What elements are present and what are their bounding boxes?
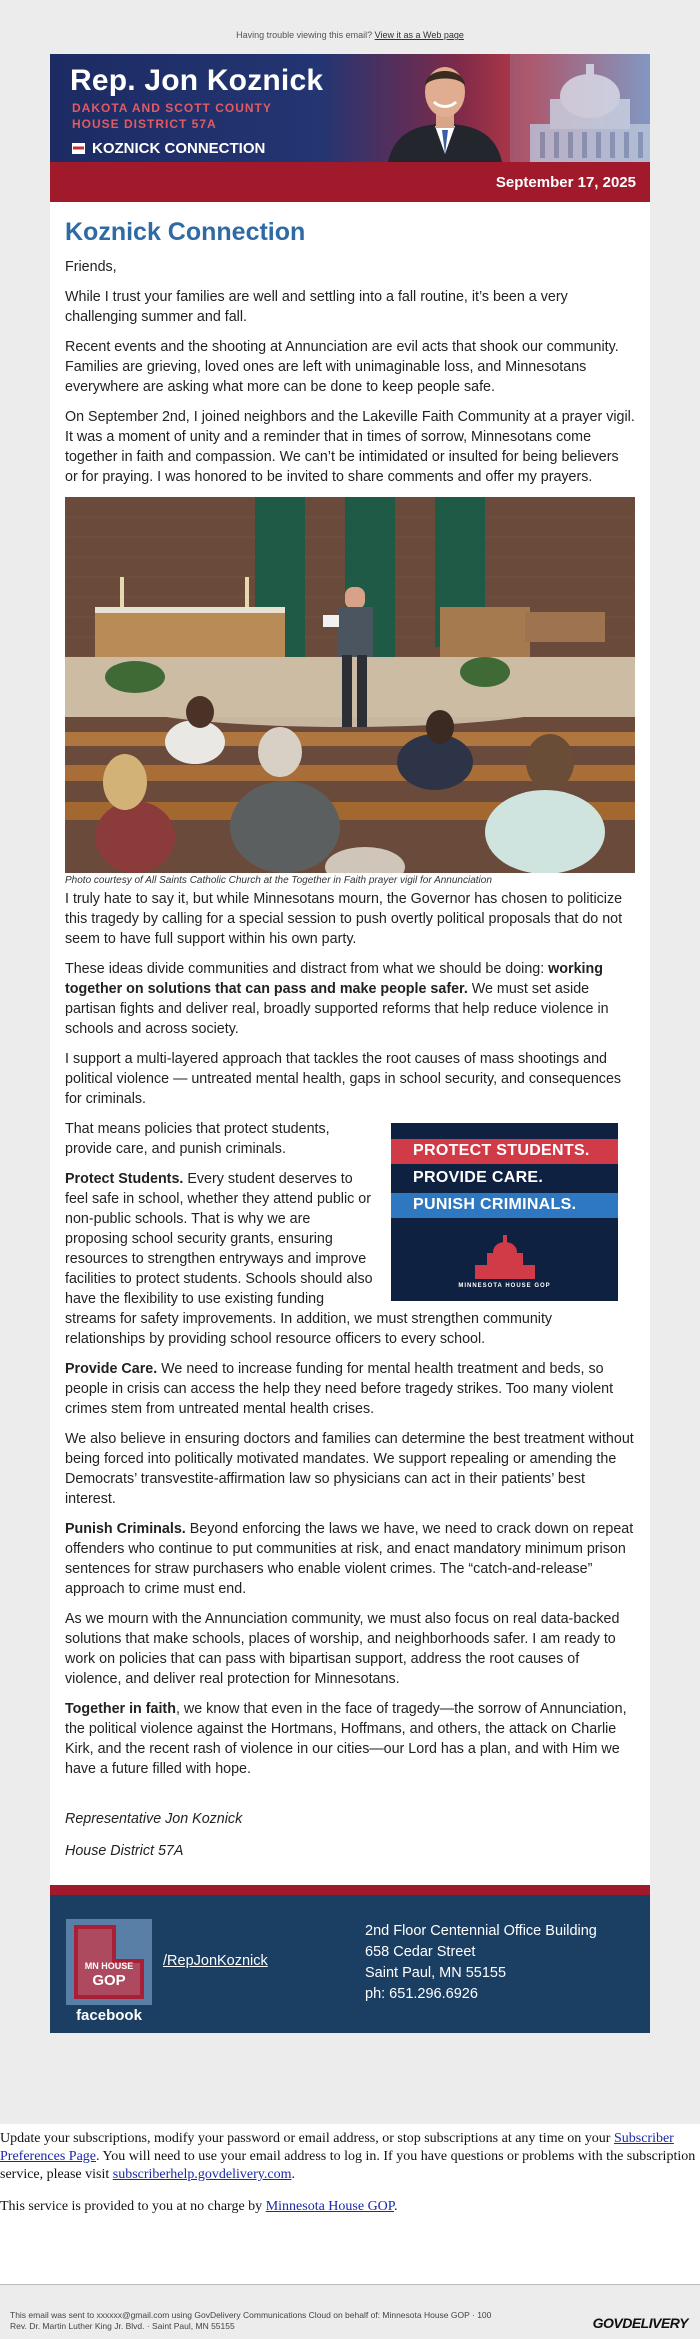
header-banner (50, 54, 650, 162)
svg-text:GOP: GOP (92, 1972, 126, 1989)
graphic-line-punish: PUNISH CRIMINALS. (391, 1193, 618, 1218)
greeting: Friends, (65, 259, 117, 275)
office-building: 2nd Floor Centennial Office Building (365, 1923, 597, 1939)
text-span: Every student deserves to feel safe in school, whether they attend public or non-public schools. That is why we are proposing school security grants, ensuring resources to strengthen entryways and improve facilities to protect students. Schools should also have the flexibility to use existing funding streams for safety improvements. In addition, we must strengthen community relationships by providing school resource officers to every school. (65, 1171, 553, 1347)
preheader (0, 0, 700, 54)
paragraph: While I trust your families are well and settling into a fall routine, it’s been a very challenging summer and fall. (65, 289, 568, 325)
banner-rep-name: Rep. Jon Koznick (70, 64, 324, 97)
email-container (50, 54, 650, 2033)
subscription-notice (0, 2124, 700, 2284)
paragraph: I truly hate to say it, but while Minnesotans mourn, the Governor has chosen to politicize this tragedy by calling for a special session to push overtly political proposals that do not seem to have full support within his own party. (65, 891, 623, 947)
subscriber-help-link[interactable]: subscriberhelp.govdelivery.com (112, 2167, 292, 2182)
svg-text:MN HOUSE: MN HOUSE (84, 1961, 134, 1971)
banner-county: DAKOTA AND SCOTT COUNTY (72, 101, 272, 115)
house-gop-link[interactable]: Minnesota House GOP (265, 2199, 395, 2214)
paragraph: As we mourn with the Annunciation community, we must also focus on real data-backed solutions that make schools, places of worship, and neighborhoods safer. I am ready to work on policies that can pass with bipartisan support, address the root causes of violence, and deliver real protection for Minnesotans. (65, 1611, 620, 1687)
paragraph (65, 1699, 635, 1779)
section-label-faith: Together in faith (65, 1701, 176, 1717)
article-headline: Koznick Connection (65, 218, 306, 246)
capitol-building-image (510, 54, 650, 162)
signature-block (65, 1809, 635, 1861)
paragraph: I support a multi-layered approach that tackles the root causes of mass shootings and political violence — untreated mental health, gaps in school security, and consequences for criminals. (65, 1051, 622, 1107)
office-address (365, 1921, 597, 2005)
section-label-punish: Punish Criminals. (65, 1521, 186, 1537)
mn-house-gop-logo[interactable] (66, 1919, 152, 2005)
office-phone: ph: 651.296.6926 (365, 1986, 478, 2002)
issue-date: September 17, 2025 (50, 162, 650, 202)
provider-text (0, 2198, 700, 2216)
facebook-label: facebook (76, 2007, 142, 2024)
text-span: These ideas divide communities and distract from what we should be doing: (65, 961, 549, 977)
section-label-protect: Protect Students. (65, 1171, 184, 1187)
facebook-link[interactable]: /RepJonKoznick (163, 1953, 268, 1969)
text-span: Beyond enforcing the laws we have, we need to crack down on repeat offenders who continue to put communities at risk, and enact mandatory minimum prison sentences for straw purchasers who enable violent crimes. The “catch-and-release” approach to crime must end. (65, 1521, 634, 1597)
legal-line: This email was sent to xxxxxx@gmail.com using GovDelivery Communications Cloud on behalf of: Minnesota House GOP · 100 (10, 2310, 492, 2320)
graphic-line-provide: PROVIDE CARE. (391, 1166, 591, 1191)
paragraph: We also believe in ensuring doctors and families can determine the best treatment without being forced into politically motivated mandates. We support repealing or amending the Democrats’ transvestite-affirmation law so physicians can act in their patients’ best interest. (65, 1431, 634, 1507)
footer (50, 1895, 650, 2033)
signature-district: House District 57A (65, 1843, 184, 1859)
text-span: . (394, 2199, 398, 2214)
legal-text (10, 2310, 491, 2332)
banner-newsletter-name (72, 140, 265, 157)
preheader-text: Having trouble viewing this email? (236, 30, 375, 40)
photo-caption: Photo courtesy of All Saints Catholic Church at the Together in Faith prayer vigil for Annunciation (65, 875, 492, 886)
rep-portrait-image (380, 54, 510, 162)
legal-footer (0, 2284, 700, 2339)
graphic-logo-text: MINNESOTA HOUSE GOP (458, 1283, 551, 1289)
text-span: We need to increase funding for mental health treatment and beds, so people in crisis can access the help they need before tragedy strikes. Too many violent crimes stem from untreated mental health crises. (65, 1361, 614, 1417)
emphasis-text: working together on solutions that can pass and make people safer. (65, 961, 603, 997)
legal-line: Rev. Dr. Martin Luther King Jr. Blvd. · Saint Paul, MN 55155 (10, 2321, 235, 2331)
paragraph (65, 959, 635, 1039)
text-span: . You will need to use your email address to log in. If you have questions or problems with the subscription service, please visit (0, 2149, 696, 2182)
paragraph: That means policies that protect students, provide care, and punish criminals. (65, 1121, 330, 1157)
banner-district: HOUSE DISTRICT 57A (72, 117, 217, 131)
text-span: . (291, 2167, 295, 2182)
office-street: 658 Cedar Street (365, 1944, 476, 1960)
graphic-line-protect: PROTECT STUDENTS. (391, 1139, 618, 1164)
section-label-care: Provide Care. (65, 1361, 158, 1377)
protect-provide-punish-graphic (391, 1123, 618, 1301)
subscription-text (0, 2130, 700, 2184)
text-span: This service is provided to you at no charge by (0, 2199, 266, 2214)
view-web-page-link[interactable]: View it as a Web page (374, 30, 464, 40)
subscriber-preferences-link[interactable]: Subscriber Preferences Page (0, 2131, 674, 2164)
banner-newsletter-text: KOZNICK CONNECTION (92, 140, 266, 157)
footer-accent-bar (50, 1885, 650, 1895)
govdelivery-logo[interactable]: GOVDELIVERY (592, 2315, 688, 2331)
text-span: Update your subscriptions, modify your password or email address, or stop subscriptions at any time on your (0, 2131, 614, 2146)
paragraph (65, 1519, 635, 1599)
prayer-vigil-photo (65, 497, 635, 873)
paragraph (65, 1359, 635, 1419)
article-body (50, 202, 650, 1861)
text-span: We must set aside partisan fights and deliver real, broadly supported reforms that help reduce violence in schools and across society. (65, 981, 609, 1037)
paragraph: Recent events and the shooting at Annunciation are evil acts that shook our community. Families are grieving, loved ones are left with unimaginable loss, and Minnesotans everywhere are asking what more can be done to keep people safe. (65, 339, 619, 395)
capitol-icon (475, 1235, 535, 1279)
paragraph: On September 2nd, I joined neighbors and the Lakeville Faith Community at a prayer vigil. It was a moment of unity and a reminder that in times of sorrow, Minnesotans come together in faith and compassion. We can’t be intimidated or insulted for being believers or for praying. I was honored to be invited to share comments and offer my prayers. (65, 409, 635, 485)
office-city: Saint Paul, MN 55155 (365, 1965, 507, 1981)
text-span: , we know that even in the face of tragedy—the sorrow of Annunciation, the political violence against the Hortmans, Hoffmans, and others, the attack on Charlie Kirk, and the recent rash of violence in our cities—our Lord has a plan, and with Him we have a future filled with hope. (65, 1701, 627, 1777)
mn-flag-icon (72, 143, 85, 154)
signature-name: Representative Jon Koznick (65, 1811, 243, 1827)
